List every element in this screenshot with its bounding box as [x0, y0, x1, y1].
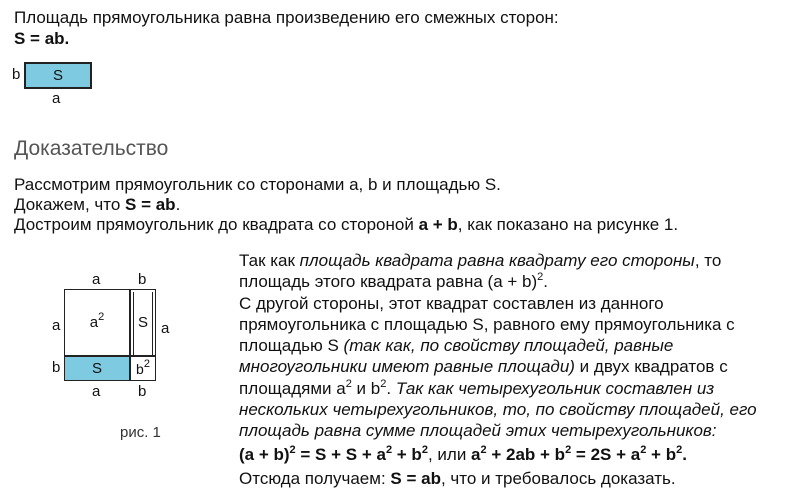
fig1-right-a-label: a [161, 320, 170, 337]
intro-formula: S = ab. [14, 29, 70, 48]
fig1-bottom-rectangle [64, 356, 130, 381]
text-line-9: площадь равна сумме площадей этих четырехугольников: [239, 421, 717, 440]
fig1-top-b-label: b [138, 271, 147, 288]
fig1-right-s-label: S [137, 314, 148, 331]
fig1-b2-square [130, 356, 156, 381]
intro-statement: Площадь прямоугольника равна произведению его смежных сторон: [14, 8, 559, 27]
small-side-b-label: b [12, 66, 21, 83]
proof-line-2-formula: S = ab [125, 195, 176, 214]
proof-line-3 [14, 215, 678, 235]
fig1-top-a-label: a [92, 271, 101, 288]
proof-line-1: Рассмотрим прямоугольник со сторонами a, b и площадью S. [14, 175, 501, 194]
fig1-a2-square [64, 289, 130, 356]
fig1-bottom-b-label: b [138, 383, 147, 400]
fig1-strip-lines [133, 292, 153, 356]
small-rectangle [24, 62, 92, 89]
proof-line-2-text: Докажем, что [14, 195, 126, 214]
small-side-a-label: a [52, 90, 61, 107]
text-line-4: прямоугольника с площадью S, равного ему прямоугольника с [239, 315, 735, 334]
fig1-left-a-label: a [52, 317, 61, 334]
text-line-5: площадью S (так как, по свойству площадей, равные [239, 336, 674, 355]
proof-line-2-end: . [175, 195, 181, 214]
fig1-left-b-label: b [52, 359, 61, 376]
fig1-bottom-s-label: S [91, 360, 102, 377]
text-line-3: С другой стороны, этот квадрат составлен из данного [239, 294, 664, 313]
fig1-caption: рис. 1 [120, 424, 161, 441]
text-line-6: многоугольники имеют равные площади) и двух квадратов с [239, 357, 728, 376]
proof-line-3-end: , как показано на рисунке 1. [457, 215, 679, 234]
text-line-1: Так как площадь квадрата равна квадрату его стороны, то [239, 251, 722, 270]
fig1-bottom-a-label: a [92, 383, 101, 400]
proof-heading: Доказательство [14, 137, 169, 160]
proof-line-3-formula: a + b [418, 215, 458, 234]
proof-line-2 [14, 195, 180, 215]
text-equation: $(a + b)^2 = S + S + a^2 + b^2$, или $a^2 + 2ab + b^2 = 2S + a^2 + b^2$. [239, 444, 687, 464]
fig1-b2-label: $b^2$ [136, 357, 150, 377]
text-line-7: площадями $a^2$ и $b^2$. Так как четырехугольник составлен из [239, 378, 715, 398]
text-line-8: нескольких четырехугольников, то, по свойству площадей, его [239, 400, 757, 419]
small-area-label: S [52, 67, 63, 84]
fig1-a2-label: $a^2$ [89, 311, 105, 331]
text-conclusion: Отсюда получаем: S = ab, что и требовалось доказать. [239, 469, 676, 488]
proof-line-3-text: Достроим прямоугольник до квадрата со стороной [14, 215, 419, 234]
text-line-2: площадь этого квадрата равна $(a + b)^2$. [239, 271, 548, 291]
